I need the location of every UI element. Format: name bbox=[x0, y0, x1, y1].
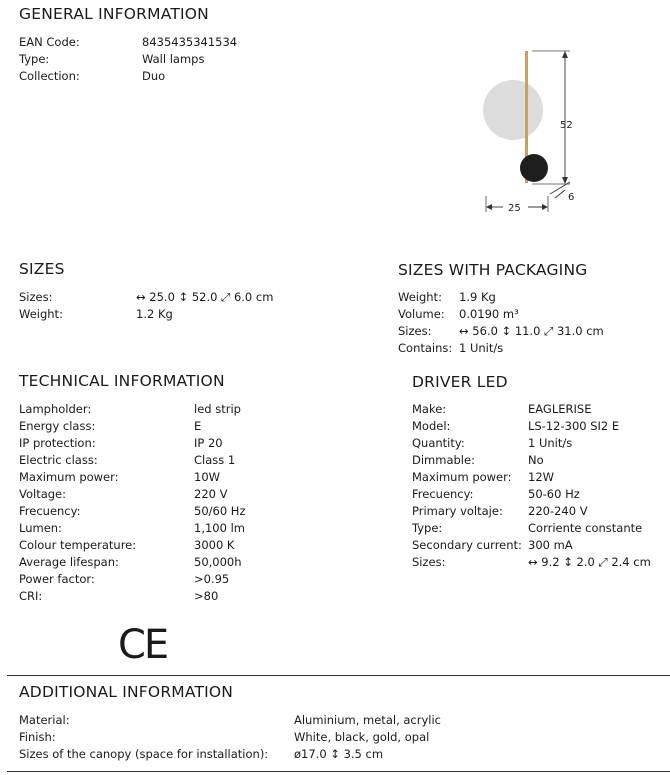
table-row: Energy class: E bbox=[19, 419, 202, 433]
table-row: Type: Wall lamps bbox=[19, 52, 205, 66]
table-row: Colour temperature: 3000 K bbox=[19, 538, 235, 552]
width-label: 25 bbox=[508, 203, 521, 214]
technical-table bbox=[19, 401, 339, 605]
table-row: Voltage: 220 V bbox=[19, 487, 228, 501]
table-row: Secondary current: 300 mA bbox=[412, 538, 573, 552]
table-row: Sizes: ↔ 56.0 ↕ 11.0 ⤢ 31.0 cm bbox=[398, 324, 604, 338]
table-row: Lumen: 1,100 lm bbox=[19, 521, 245, 535]
table-row: Maximum power: 10W bbox=[19, 470, 221, 484]
product-dimension-diagram bbox=[470, 44, 590, 219]
table-row: Volume: 0.0190 m³ bbox=[398, 307, 519, 321]
opal-globe-shape bbox=[483, 80, 543, 140]
table-row: Contains: 1 Unit/s bbox=[398, 341, 504, 355]
depth-label: 6 bbox=[568, 192, 575, 203]
table-row: Quantity: 1 Unit/s bbox=[412, 436, 573, 450]
section-divider bbox=[7, 675, 670, 676]
additional-table bbox=[19, 712, 459, 763]
bottom-divider bbox=[7, 771, 670, 772]
driver-title: DRIVER LED bbox=[412, 373, 508, 391]
table-row: Power factor: >0.95 bbox=[19, 572, 230, 586]
ce-mark-icon: CE bbox=[118, 622, 168, 668]
table-row: Material: Aluminium, metal, acrylic bbox=[19, 713, 441, 727]
table-row: Lampholder: led strip bbox=[19, 402, 241, 416]
packaging-title: SIZES WITH PACKAGING bbox=[398, 261, 588, 279]
sizes-title: SIZES bbox=[19, 260, 65, 278]
general-title: GENERAL INFORMATION bbox=[19, 5, 209, 23]
packaging-table bbox=[398, 289, 658, 357]
table-row: Make: EAGLERISE bbox=[412, 402, 592, 416]
table-row: Model: LS-12-300 SI2 E bbox=[412, 419, 620, 433]
table-row: Dimmable: No bbox=[412, 453, 544, 467]
table-row: EAN Code: 8435435341534 bbox=[19, 35, 238, 49]
additional-title: ADDITIONAL INFORMATION bbox=[19, 683, 234, 701]
table-row: Average lifespan: 50,000h bbox=[19, 555, 242, 569]
technical-title: TECHNICAL INFORMATION bbox=[19, 372, 225, 390]
table-row: Primary voltaje: 220-240 V bbox=[412, 504, 588, 518]
table-row: Collection: Duo bbox=[19, 69, 166, 83]
black-disc-shape bbox=[520, 154, 548, 182]
table-row: Frecuency: 50/60 Hz bbox=[19, 504, 246, 518]
table-row: Weight: 1.2 Kg bbox=[19, 307, 173, 321]
table-row: Sizes: ↔ 25.0 ↕ 52.0 ⤢ 6.0 cm bbox=[19, 290, 274, 304]
table-row: Weight: 1.9 Kg bbox=[398, 290, 496, 304]
table-row: Sizes of the canopy (space for installation): ø17.0 ↕ 3.5 cm bbox=[19, 747, 384, 761]
sizes-table bbox=[19, 289, 349, 323]
table-row: IP protection: IP 20 bbox=[19, 436, 223, 450]
table-row: Electric class: Class 1 bbox=[19, 453, 236, 467]
table-row: Finish: White, black, gold, opal bbox=[19, 730, 430, 744]
driver-table bbox=[412, 401, 662, 571]
table-row: Maximum power: 12W bbox=[412, 470, 555, 484]
table-row: CRI: >80 bbox=[19, 589, 219, 603]
table-row: Sizes: ↔ 9.2 ↕ 2.0 ⤢ 2.4 cm bbox=[412, 555, 651, 569]
table-row: Type: Corriente constante bbox=[412, 521, 643, 535]
general-table bbox=[19, 34, 319, 85]
table-row: Frecuency: 50-60 Hz bbox=[412, 487, 580, 501]
height-label: 52 bbox=[560, 120, 573, 131]
